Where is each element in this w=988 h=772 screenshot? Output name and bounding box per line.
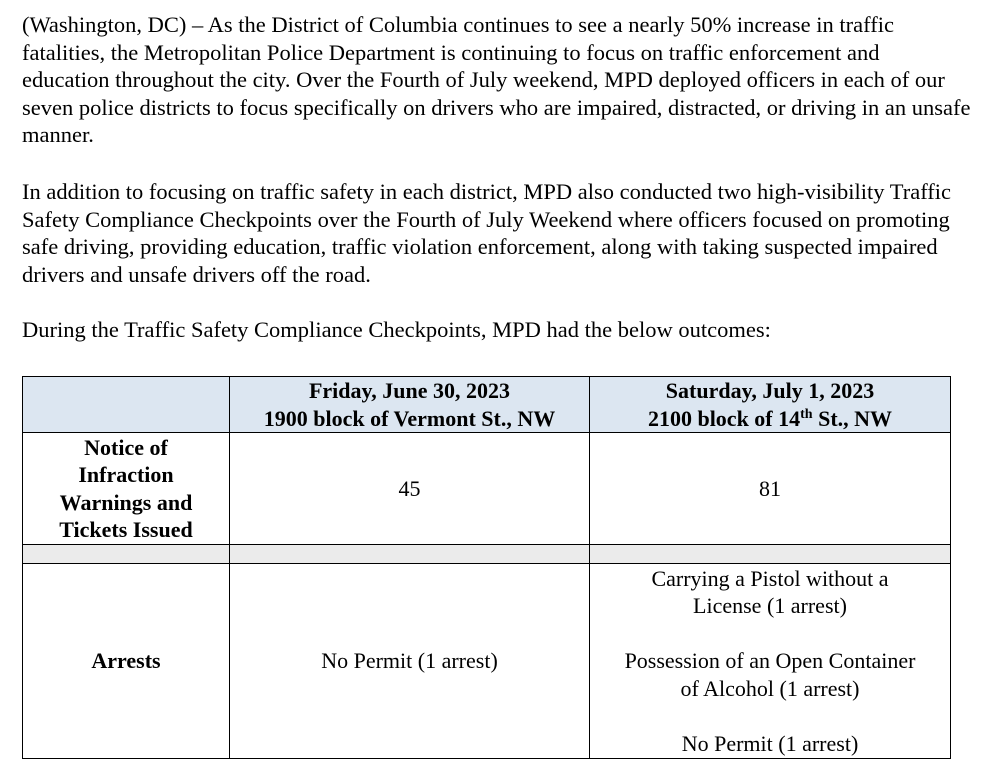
table-spacer-row — [23, 545, 951, 564]
header-saturday-location-pre: 2100 block of 14 — [647, 405, 801, 431]
header-saturday-location-sup: th — [800, 406, 813, 422]
header-blank-cell — [23, 377, 230, 433]
header-saturday-location — [590, 405, 950, 433]
spacer-cell — [230, 545, 590, 564]
paragraph-outcomes-lead: During the Traffic Safety Compliance Checkpoints, MPD had the below outcomes: — [22, 317, 771, 342]
spacer-cell — [590, 545, 951, 564]
header-saturday-date: Saturday, July 1, 2023 — [665, 378, 875, 403]
row-label-notice-line: Notice of — [84, 434, 168, 460]
arrests-friday-value: No Permit (1 arrest) — [230, 564, 590, 759]
arrest-item-line: Carrying a Pistol without a — [651, 565, 889, 591]
arrest-item-line: Possession of an Open Container — [624, 648, 916, 674]
arrest-item-line: of Alcohol (1 arrest) — [680, 675, 860, 701]
outcomes-table — [22, 376, 951, 759]
row-label-notice-line: Infraction — [78, 462, 174, 487]
header-saturday — [590, 377, 951, 433]
paragraph-intro: (Washington, DC) – As the District of Columbia continues to see a nearly 50% increase in traffic fatalities, the Metropolitan Police Department is continuing to focus on traffic enforcement and education throughout the city. Over the Fourth of July weekend, MPD deployed officers in each of our seven police districts to focus specifically on drivers who are impaired, distracted, or driving in an unsafe manner. — [22, 12, 971, 147]
arrests-saturday-list — [590, 564, 951, 759]
table-row-arrests — [23, 564, 951, 759]
header-friday-location: 1900 block of Vermont St., NW — [263, 405, 556, 431]
table-row-notice — [23, 433, 951, 545]
table-header-row — [23, 377, 951, 433]
row-label-notice — [23, 433, 230, 545]
row-label-notice-line: Warnings and — [59, 489, 193, 515]
arrest-item — [590, 647, 950, 702]
row-label-arrests: Arrests — [23, 564, 230, 759]
spacer-cell — [23, 545, 230, 564]
header-friday — [230, 377, 590, 433]
header-friday-date: Friday, June 30, 2023 — [308, 378, 511, 403]
arrest-item — [590, 730, 950, 758]
header-saturday-location-post: St., NW — [812, 405, 893, 431]
arrest-item-line: No Permit (1 arrest) — [681, 730, 859, 756]
arrest-item-line: License (1 arrest) — [693, 593, 847, 619]
row-label-notice-line: Tickets Issued — [59, 517, 193, 542]
notice-saturday-value: 81 — [590, 433, 951, 545]
paragraph-checkpoints: In addition to focusing on traffic safety in each district, MPD also conducted two high-visibility Traffic Safety Compliance Checkpoints over the Fourth of July Weekend where officers focused on promoting safe driving, providing education, traffic violation enforcement, along with taking suspected impaired drivers and unsafe drivers off the road. — [22, 179, 952, 287]
notice-friday-value: 45 — [230, 433, 590, 545]
arrest-item — [590, 565, 950, 620]
